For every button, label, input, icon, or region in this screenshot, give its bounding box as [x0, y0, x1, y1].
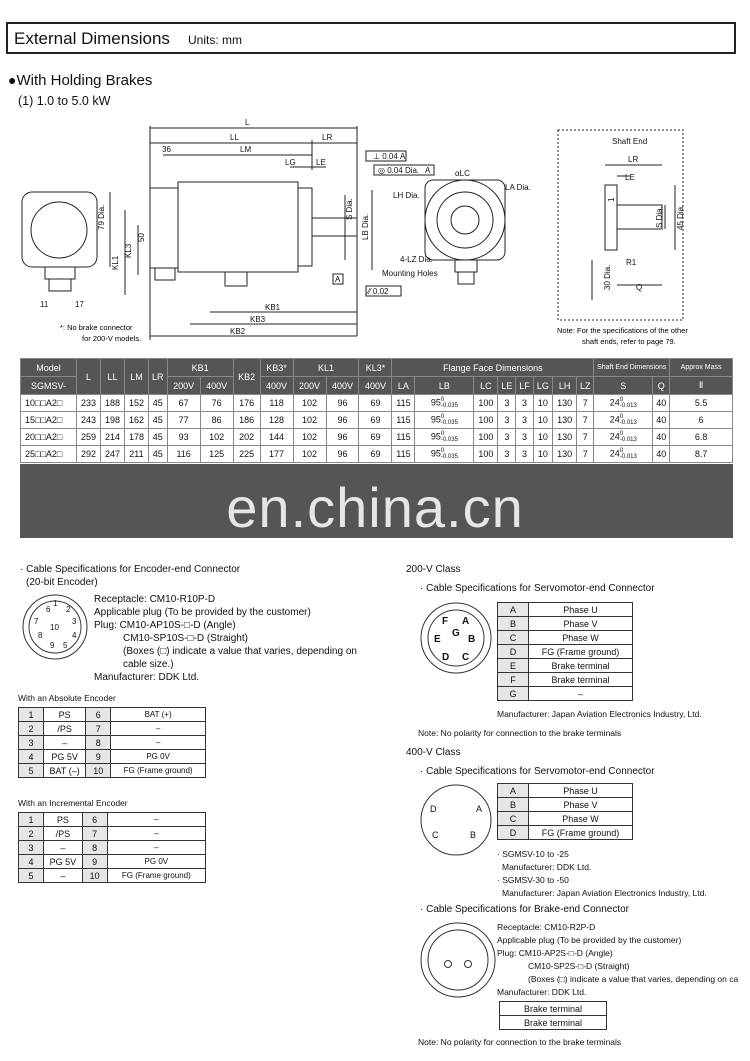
pin-label: G [452, 628, 460, 639]
svg-text:50: 50 [137, 233, 146, 242]
brake-pin-table [499, 1001, 607, 1030]
svg-text:LR: LR [322, 133, 333, 142]
svg-text:Q: Q [636, 283, 643, 292]
svg-text:KB3: KB3 [250, 315, 266, 324]
svg-text:KL3: KL3 [124, 243, 133, 258]
dimensions-table: Model L LL LM LR KB1 KB2 KB3* KL1 KL3* Flange Face Dimensions Shaft End Dimensions Approx Mass SGMSV- 200V 400V 400V 200V 400V 400V LA LB LC LE LF LG LH LZ S Q Ⅱ 10□□A2□ 233 188 152 45 67 76 176 118 102 96 69 115 950 -0.035 100 3 3 10 130 7 240 -0.013 40 5.5 15□□A2□ 243 198 162 45 77 86 186 128 102 96 69 115 950 -0.035 100 3 3 10 130 7 240 -0.013 40 6 20□□A2□ 259 214 178 45 93 102 202 144 102 96 69 115 950 -0.035 100 3 3 10 130 7 240 -0.013 40 6.8 25□□A2□ 292 247 211 45 116 125 225 177 102 96 69 115 950 -0.035 100 3 3 10 130 7 240 -0.013 40 8.7 [20, 358, 733, 463]
table-row: 1 PS 6 – [19, 813, 206, 827]
table-row: 2 /PS 7 – [19, 827, 206, 841]
class400-subtitle: · Cable Specifications for Servomotor-end Connector [420, 766, 655, 777]
pin-label: 7 [34, 617, 39, 626]
class200-title: 200-V Class [406, 564, 461, 575]
pin-label: E [434, 634, 441, 645]
table-row: E Brake terminal [498, 659, 633, 673]
table-row: F Brake terminal [498, 673, 633, 687]
svg-text:R1: R1 [626, 258, 637, 267]
dimension-drawing [0, 110, 750, 350]
incremental-encoder-table [18, 812, 206, 883]
table-row: A Phase U [498, 603, 633, 617]
pin-label: 10 [50, 623, 59, 632]
motor-body [178, 182, 298, 272]
pin-label: 9 [50, 641, 55, 650]
pin-label: A [462, 616, 470, 627]
class200-note: Note: No polarity for connection to the brake terminals [418, 728, 622, 738]
table-row: 5 – 10 FG (Frame ground) [19, 869, 206, 883]
table-row: 15□□A2□ 243 198 162 45 77 86 186 128 102 96 69 115 950 -0.035 100 3 3 10 130 7 240 -0.013 40 6 [21, 412, 733, 429]
pin-label: B [470, 830, 477, 840]
shaft-note-line1: Note: For the specifications of the other [557, 326, 688, 335]
pin-label: B [468, 634, 476, 645]
svg-text:A: A [335, 275, 341, 284]
class400-models-1: · SGMSV-10 to -25 [497, 849, 569, 859]
brake-connector-icon [418, 920, 498, 1000]
svg-text:⊥ 0.04: ⊥ 0.04 [373, 152, 398, 161]
brake-note-line2: for 200-V models. [82, 334, 142, 343]
pin-label: D [442, 652, 450, 663]
svg-text:LM: LM [240, 145, 252, 154]
svg-text:LR: LR [628, 155, 639, 164]
class200-subtitle: · Cable Specifications for Servomotor-end Connector [420, 583, 655, 594]
table-row: 4 PG 5V 9 PG 0V [19, 855, 206, 869]
pin-label: 1 [53, 599, 58, 608]
brake-housing [150, 188, 178, 268]
shaft-note-line2: shaft ends, refer to page 79. [582, 337, 676, 346]
svg-text:79 Dia.: 79 Dia. [97, 204, 106, 230]
svg-text:A: A [400, 152, 406, 161]
svg-text:Shaft End: Shaft End [612, 137, 648, 146]
svg-text:30 Dia.: 30 Dia. [603, 264, 612, 290]
section-header [6, 22, 736, 54]
pin-label: 5 [63, 641, 68, 650]
pin-label: D [430, 804, 437, 814]
svg-text:LA Dia.: LA Dia. [505, 183, 531, 192]
pin-label: 3 [72, 617, 77, 626]
encoder-boxes-note-2: cable size.) [123, 659, 174, 670]
motor-front-view [22, 192, 97, 267]
svg-text:45 Dia.: 45 Dia. [676, 204, 685, 230]
table-row: G – [498, 687, 633, 701]
table-row: 20□□A2□ 259 214 178 45 93 102 202 144 102 96 69 115 950 -0.035 100 3 3 10 130 7 240 -0.013 40 6.8 [21, 429, 733, 446]
brake-plug-straight: CM10-SP2S-□-D (Straight) [528, 961, 630, 971]
table-row: 1 PS 6 BAT (+) [19, 708, 206, 722]
svg-text:LE: LE [625, 173, 635, 182]
encoder-manufacturer: Manufacturer: DDK Ltd. [94, 672, 200, 683]
units-label: Units: mm [188, 33, 242, 47]
svg-text:L: L [245, 118, 250, 127]
encoder-plug-straight: CM10-SP10S-□-D (Straight) [123, 633, 248, 644]
encoder-receptacle: Receptacle: CM10-R10P-D [94, 594, 216, 605]
table-row: 10□□A2□ 233 188 152 45 67 76 176 118 102 96 69 115 950 -0.035 100 3 3 10 130 7 240 -0.013 40 5.5 [21, 395, 733, 412]
svg-text:KB1: KB1 [265, 303, 281, 312]
svg-text:17: 17 [75, 300, 84, 309]
svg-text:A: A [425, 166, 431, 175]
svg-text:S Dia.: S Dia. [345, 198, 354, 220]
table-row: 4 PG 5V 9 PG 0V [19, 750, 206, 764]
shaft-end-box [558, 130, 683, 320]
svg-text:LG: LG [285, 158, 296, 167]
encoder-connector-icon [20, 592, 90, 662]
pin-label: 6 [46, 605, 51, 614]
svg-text:LE: LE [316, 158, 326, 167]
encoder-plug-angle: Plug: CM10-AP10S-□-D (Angle) [94, 620, 236, 631]
pin-label: 4 [72, 631, 77, 640]
pin-label: C [432, 830, 439, 840]
svg-text:4-LZ Dia.: 4-LZ Dia. [400, 255, 433, 264]
class200-manufacturer: Manufacturer: Japan Aviation Electronics Industry, Ltd. [497, 709, 702, 719]
svg-text:Mounting Holes: Mounting Holes [382, 269, 438, 278]
brake-row-1: Brake terminal [500, 1002, 607, 1016]
brake-row-2: Brake terminal [500, 1016, 607, 1030]
table-row: B Phase V [498, 798, 633, 812]
svg-text:⁄⁄ 0.02: ⁄⁄ 0.02 [368, 287, 389, 296]
svg-text:KL1: KL1 [111, 255, 120, 270]
watermark: en.china.cn [226, 476, 524, 539]
svg-text:LB Dia.: LB Dia. [361, 213, 370, 240]
brake-title: · Cable Specifications for Brake-end Connector [420, 904, 629, 915]
class400-title: 400-V Class [406, 747, 461, 758]
svg-text:1: 1 [607, 197, 616, 202]
encoder-applicable: Applicable plug (To be provided by the customer) [94, 607, 311, 618]
brake-plug-angle: Plug: CM10-AP2S-□-D (Angle) [497, 948, 613, 958]
svg-text:11: 11 [40, 300, 49, 309]
brake-note: Note: No polarity for connection to the brake terminals [418, 1037, 622, 1047]
table-row: 3 – 8 – [19, 841, 206, 855]
pin-label: C [462, 652, 470, 663]
table-row: 3 – 8 – [19, 736, 206, 750]
incremental-encoder-title: With an Incremental Encoder [18, 798, 128, 808]
encoder-boxes-note: (Boxes (□) indicate a value that varies, depending on [123, 646, 357, 657]
absolute-encoder-table [18, 707, 206, 778]
pin-label: 8 [38, 631, 43, 640]
absolute-encoder-title: With an Absolute Encoder [18, 693, 116, 703]
table-row: 25□□A2□ 292 247 211 45 116 125 225 177 102 96 69 115 950 -0.035 100 3 3 10 130 7 240 -0.013 40 8.7 [21, 446, 733, 463]
table-row: C Phase W [498, 812, 633, 826]
class400-connector-icon [418, 782, 494, 858]
svg-text:LL: LL [230, 133, 239, 142]
class400-manufacturer-1: Manufacturer: DDK Ltd. [502, 862, 592, 872]
pin-label: A [476, 804, 483, 814]
table-row: A Phase U [498, 784, 633, 798]
subsection-title: ●With Holding Brakes [8, 72, 153, 89]
page-title: External Dimensions [14, 29, 170, 48]
table-row: B Phase V [498, 617, 633, 631]
brake-manufacturer: Manufacturer: DDK Ltd. [497, 987, 587, 997]
encoder-subtitle: (20-bit Encoder) [26, 577, 98, 588]
brake-receptacle: Receptacle: CM10-R2P-D [497, 922, 596, 932]
class400-manufacturer-2: Manufacturer: Japan Aviation Electronics Industry, Ltd. [502, 888, 707, 898]
svg-text:αLC: αLC [455, 169, 470, 178]
brake-note-line1: *: No brake connector [60, 323, 133, 332]
table-row: D FG (Frame ground) [498, 645, 633, 659]
th-model: Model [21, 359, 77, 377]
table-row: C Phase W [498, 631, 633, 645]
bullet-icon: ● [8, 72, 17, 88]
class200-pin-table [497, 602, 633, 701]
class400-pin-table [497, 783, 633, 840]
table-row: 5 BAT (–) 10 FG (Frame ground) [19, 764, 206, 778]
pin-label: F [442, 616, 449, 627]
svg-text:LH Dia.: LH Dia. [393, 191, 420, 200]
power-range: (1) 1.0 to 5.0 kW [18, 94, 111, 108]
class400-models-2: · SGMSV-30 to -50 [497, 875, 569, 885]
brake-applicable: Applicable plug (To be provided by the customer) [497, 935, 682, 945]
class200-connector-icon [418, 600, 494, 676]
table-row: D FG (Frame ground) [498, 826, 633, 840]
svg-text:36: 36 [162, 145, 171, 154]
encoder-title: · Cable Specifications for Encoder-end Connector [20, 564, 241, 575]
svg-text:S Dia.: S Dia. [655, 206, 664, 228]
svg-text:◎ 0.04 Dia.: ◎ 0.04 Dia. [378, 166, 420, 175]
brake-boxes-note: (Boxes (□) indicate a value that varies, depending on ca [528, 974, 739, 984]
table-row: 2 /PS 7 – [19, 722, 206, 736]
pin-label: 2 [66, 605, 71, 614]
svg-text:KB2: KB2 [230, 327, 246, 336]
